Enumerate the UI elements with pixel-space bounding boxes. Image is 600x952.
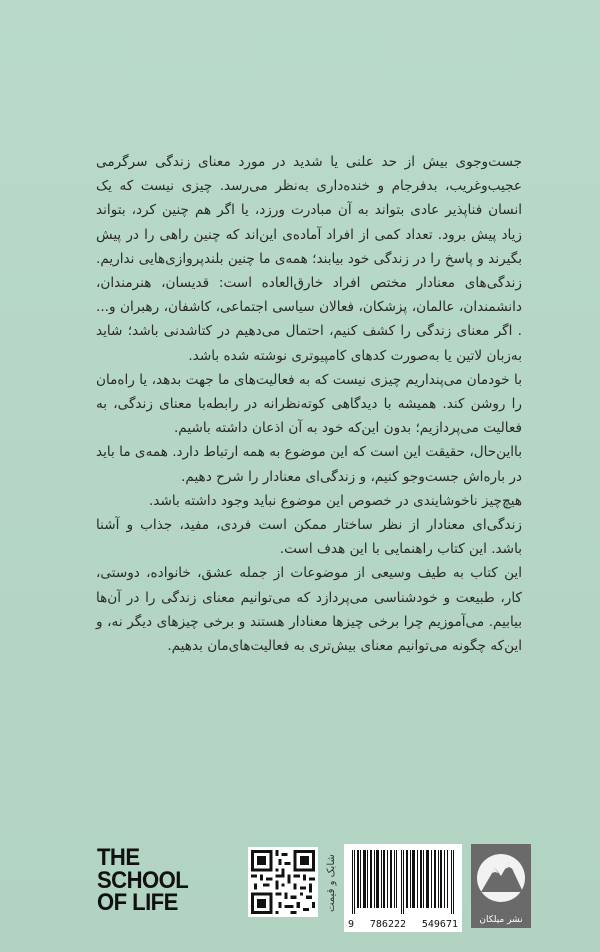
blurb-paragraph: این کتاب به طیف وسیعی از موضوعات از جمله عشق، خانواده، دوستی، کار، طبیعت و خودشناسی می‌پردازد که می‌توانیم معنای زندگی را در آن‌ها بیابیم. می‌آموزیم چرا برخی چیزها معنادار هستند و برخی چیزهای دیگر نه، و این‌که چگونه می‌توانیم معنای بیش‌تری به فعالیت‌های‌مان بدهیم. <box>96 565 522 655</box>
publisher-logo <box>471 844 531 928</box>
isbn-part: 549671 <box>421 919 458 930</box>
isbn-part: 9 <box>348 919 355 930</box>
isbn-number <box>344 919 462 930</box>
blurb-paragraph: بااین‌حال، حقیقت این است که این موضوع به همه ارتباط دارد. همه‌ی ما باید در باره‌اش جست‌وجو کنیم، و زندگی‌ای معنادار را شرح دهیم. <box>96 444 522 485</box>
qr-code-icon <box>248 847 318 917</box>
barcode-icon <box>350 850 456 914</box>
mountains-icon <box>471 844 531 908</box>
blurb-paragraph: با خودمان می‌پنداریم چیزی نیست که به فعالیت‌های ما جهت بدهد، یا راه‌مان را روشن کند. همیشه با دیدگاهی کوته‌نظرانه در رابطه‌با معنای زندگی، به فعالیت می‌پردازیم؛ بدون این‌که خود به آن اذعان داشته باشیم. <box>96 371 522 437</box>
price-label: شابک و قیمت <box>326 854 337 913</box>
blurb-paragraph: جست‌وجوی بیش از حد علنی یا شدید در مورد معنای زندگی سرگرمی عجیب‌وغریب، بدفرجام و خنده‌داری به‌نظر می‌رسد. چیزی نیست که یک انسان فناپذیر عادی بتواند به آن مبادرت ورزد، یا اگر هم چنین کرد، بتواند زیاد پیش برود. تعداد کمی از افراد آماده‌ی این‌اند که چنین راهی را در پیش بگیرند و پاسخ را در زندگی خود بیابند؛ همه‌ی ما چنین بلندپروازی‌هایی نداریم. زندگی‌های معنادار مختص افراد خارق‌العاده است: قدیسان، هنرمندان، دانشمندان، عالمان، پزشکان، فعالان سیاسی اجتماعی، کاشفان، رهبران و... . اگر معنای زندگی را کشف کنیم، احتمال می‌دهیم در کتاشدنی باشد؛ شاید به‌زبان لاتین یا به‌صورت کدهای کامپیوتری نوشته شده باشد. <box>96 154 522 364</box>
blurb-paragraph: هیچ‌چیز ناخوشایندی در خصوص این موضوع نباید وجود داشته باشد. <box>148 492 522 509</box>
school-of-life-logo <box>97 844 189 916</box>
logo-line: THE <box>97 844 140 871</box>
isbn-part: 786222 <box>369 919 407 930</box>
publisher-name: نشر میلکان <box>479 915 523 925</box>
logo-line: SCHOOL <box>97 866 189 894</box>
blurb-text <box>96 150 522 658</box>
logo-line: OF LIFE <box>97 889 178 916</box>
blurb-paragraph: زندگی‌ای معنادار از نظر ساختار ممکن است فردی، مفید، جذاب و آشنا باشد. این کتاب راهنمایی با این هدف است. <box>96 517 522 558</box>
isbn-barcode <box>344 844 462 932</box>
